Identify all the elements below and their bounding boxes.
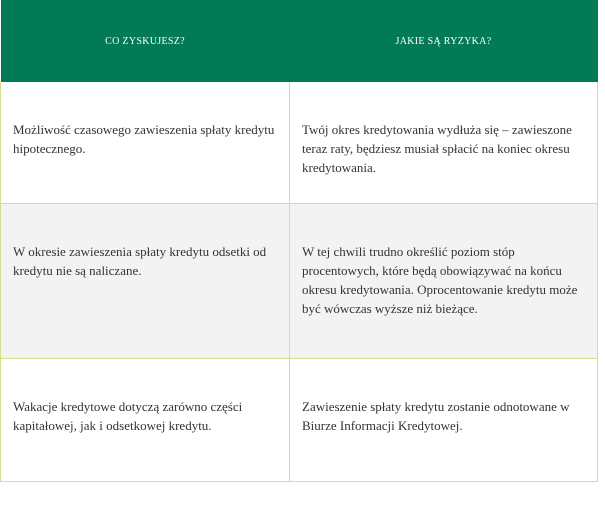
header-risk: JAKIE SĄ RYZYKA? [290, 0, 598, 82]
gain-cell: Wakacje kredytowe dotyczą zarówno części kapitałowej, jak i odsetkowej kredytu. [1, 359, 290, 482]
table-row [1, 204, 598, 359]
gain-cell: W okresie zawieszenia spłaty kredytu odsetki od kredytu nie są naliczane. [1, 204, 290, 359]
risk-cell: Twój okres kredytowania wydłuża się – zawieszone teraz raty, będziesz musiał spłacić na koniec okresu kredytowania. [290, 82, 598, 204]
risk-cell: W tej chwili trudno określić poziom stóp procentowych, które będą obowiązywać na końcu okresu kredytowania. Oprocentowanie kredytu może być wówczas wyższe niż bieżące. [290, 204, 598, 359]
header-gain: CO ZYSKUJESZ? [1, 0, 290, 82]
gain-cell: Możliwość czasowego zawieszenia spłaty kredytu hipotecznego. [1, 82, 290, 204]
risk-cell: Zawieszenie spłaty kredytu zostanie odnotowane w Biurze Informacji Kredytowej. [290, 359, 598, 482]
header-row [1, 0, 598, 82]
table-row [1, 359, 598, 482]
table-row [1, 82, 598, 204]
